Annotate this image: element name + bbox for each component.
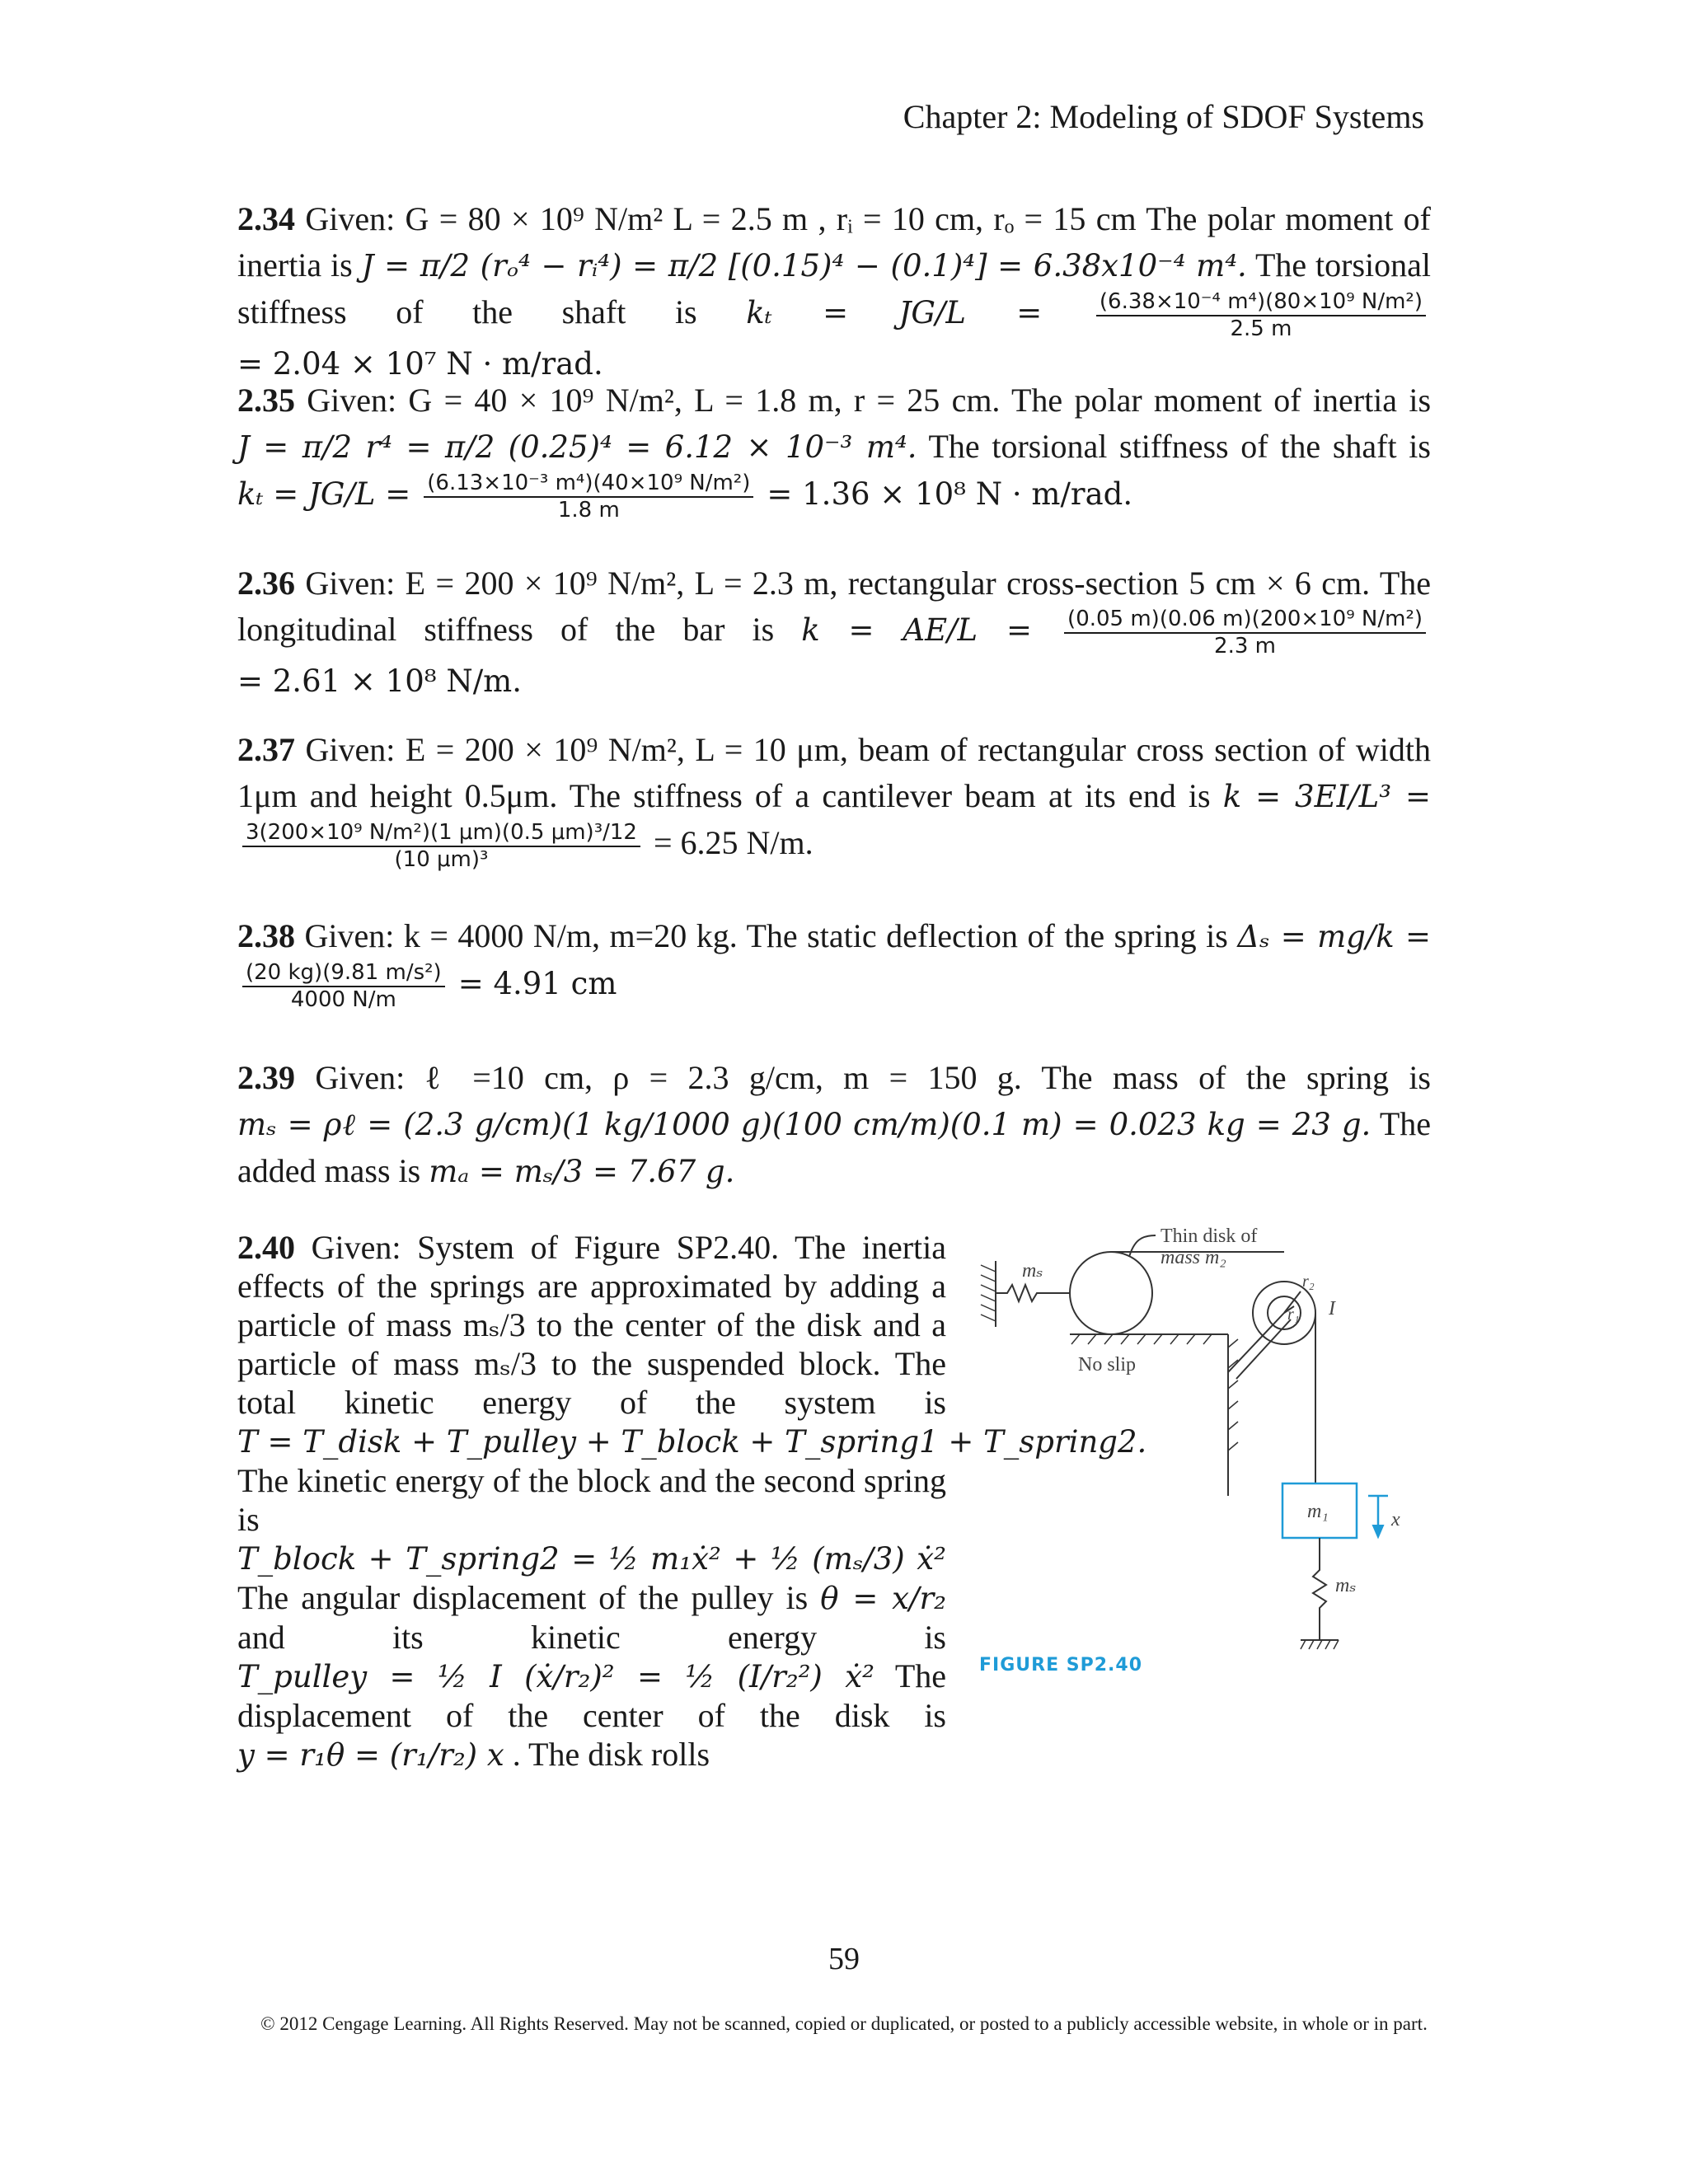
problem-2-37 bbox=[237, 727, 1431, 871]
label-x: x bbox=[1391, 1509, 1400, 1530]
problem-text: Given: E = 200 × 10⁹ N/m², L = 10 μm, beam of rectangular cross section of width 1μm and height 0.5μm. The stiffness of a cantilever beam at its end is bbox=[237, 731, 1431, 814]
problem-text: Given: k = 4000 N/m, m=20 kg. The static deflection of the spring is bbox=[304, 917, 1228, 954]
problem-2-35 bbox=[237, 377, 1431, 522]
equation-result: = 1.36 × 10⁸ N · m/rad. bbox=[767, 476, 1133, 512]
lower-spring bbox=[1313, 1538, 1326, 1640]
equation-disk-displacement: y = r₁θ = (r₁/r₂) x bbox=[237, 1737, 504, 1773]
equation-polar-moment: J = π/2 r⁴ = π/2 (0.25)⁴ = 6.12 × 10⁻³ m⁴. bbox=[237, 429, 917, 465]
equation-polar-moment: J = π/2 (rₒ⁴ − rᵢ⁴) = π/2 [(0.15)⁴ − (0.1)⁴] = 6.38x10⁻⁴ m⁴. bbox=[361, 248, 1247, 284]
left-spring bbox=[996, 1285, 1070, 1301]
equation-theta: θ = x/r₂ bbox=[820, 1581, 947, 1616]
label-ms-left: mₛ bbox=[1022, 1260, 1043, 1282]
fraction: $\frac{\text{3(200×10⁹ N/m²)(1 μm)(0.5 μm)³/12}}{\text{(10 μm)³}}$ bbox=[242, 822, 640, 872]
equation-pulley-ke: T_pulley = ½ I (ẋ/r₂)² = ½ (I/r₂²) ẋ² bbox=[237, 1659, 874, 1694]
label-thin-disk: Thin disk of bbox=[1160, 1226, 1258, 1247]
equation-kt: kₜ = JG/L = bbox=[237, 476, 411, 512]
page-number: 59 bbox=[828, 1942, 860, 1976]
problem-text: and its kinetic energy is bbox=[237, 1619, 946, 1656]
label-r2: r₂ bbox=[1302, 1272, 1315, 1291]
equation-result: = 4.91 cm bbox=[457, 966, 617, 1001]
label-I: I bbox=[1329, 1298, 1335, 1319]
equation-result: = 2.04 × 10⁷ N · m/rad. bbox=[237, 346, 603, 382]
fraction: $\frac{\text{(20 kg)(9.81 m/s²)}}{4000 N/m}$ bbox=[242, 962, 445, 1012]
figure-caption: FIGURE SP2.40 bbox=[979, 1655, 1143, 1675]
problem-number: 2.40 bbox=[237, 1229, 295, 1266]
problem-text: The kinetic energy of the block and the second spring is bbox=[237, 1462, 946, 1538]
equation-deflection: Δₛ = mg/k = bbox=[1237, 919, 1431, 954]
figure-sp2-40 bbox=[973, 1224, 1401, 1685]
problem-text: The torsional stiffness of the shaft is bbox=[928, 428, 1431, 465]
label-ms-bottom: mₛ bbox=[1335, 1575, 1357, 1596]
equation-kt: kₜ = JG/L = bbox=[746, 295, 1043, 330]
label-m1: m₁ bbox=[1307, 1501, 1329, 1522]
problem-2-39 bbox=[237, 1055, 1431, 1195]
problem-number: 2.37 bbox=[237, 731, 295, 768]
equation-total-ke: T = T_disk + T_pulley + T_block + T_spring1 + T_spring2. bbox=[237, 1424, 1147, 1460]
copyright-notice: © 2012 Cengage Learning. All Rights Reserved. May not be scanned, copied or duplicated, or posted to a publicly accessible website, in whole or in part. bbox=[260, 2013, 1428, 2034]
problem-text: The displacement of the center of the disk is bbox=[237, 1657, 946, 1734]
equation-k: k = 3EI/L³ = bbox=[1222, 779, 1431, 814]
problem-text: Given: G = 80 × 10⁹ N/m² L = 2.5 m , rᵢ = 10 cm, rₒ = 15 cm The polar moment of inertia is bbox=[237, 200, 1431, 284]
equation-k: k = AE/L = bbox=[801, 612, 1032, 648]
problem-text: Given: System of Figure SP2.40. The inertia effects of the springs are approximated by adding a particle of mass mₛ/3 to the center of the disk and a particle of mass mₛ/3 to the suspended block. The total kinetic energy of the system is bbox=[237, 1229, 946, 1421]
thin-disk bbox=[1070, 1252, 1152, 1334]
problem-number: 2.34 bbox=[237, 200, 295, 237]
problem-2-38 bbox=[237, 913, 1431, 1011]
problem-text: Given: E = 200 × 10⁹ N/m², L = 2.3 m, rectangular cross-section 5 cm × 6 cm. The longitudinal stiffness of the bar is bbox=[237, 565, 1432, 648]
label-disk-mass: mass m₂ bbox=[1160, 1247, 1226, 1268]
problem-number: 2.35 bbox=[237, 382, 295, 419]
equation-block-ke: T_block + T_spring2 = ½ m₁ẋ² + ½ (mₛ/3) ẋ² bbox=[237, 1541, 946, 1577]
equation-added-mass: mₐ = mₛ/3 = 7.67 g. bbox=[429, 1154, 735, 1189]
problem-2-34 bbox=[237, 196, 1431, 387]
problem-text: The torsional stiffness of the shaft is bbox=[237, 246, 1432, 330]
equation-result: = 6.25 N/m. bbox=[653, 824, 814, 861]
problem-text: Given: ℓ =10 cm, ρ = 2.3 g/cm, m = 150 g. The mass of the spring is bbox=[315, 1059, 1431, 1096]
label-r1: r₁ bbox=[1287, 1305, 1300, 1324]
problem-text: . The disk rolls bbox=[512, 1736, 710, 1773]
problem-number: 2.36 bbox=[237, 565, 295, 602]
problem-text: The added mass is bbox=[237, 1105, 1432, 1189]
fraction: $\frac{\text{(6.38×10⁻⁴ m⁴)(80×10⁹ N/m²)}}{2.5 m}$ bbox=[1096, 291, 1426, 341]
problem-2-36 bbox=[237, 560, 1431, 705]
problem-number: 2.39 bbox=[237, 1059, 295, 1096]
label-no-slip: No slip bbox=[1078, 1354, 1137, 1376]
problem-number: 2.38 bbox=[237, 917, 295, 954]
problem-text: Given: G = 40 × 10⁹ N/m², L = 1.8 m, r = 25 cm. The polar moment of inertia is bbox=[307, 382, 1432, 419]
problem-text: The angular displacement of the pulley is bbox=[237, 1579, 809, 1616]
fraction: $\frac{\text{(0.05 m)(0.06 m)(200×10⁹ N/m²)}}{2.3 m}$ bbox=[1064, 608, 1426, 658]
page-header: Chapter 2: Modeling of SDOF Systems bbox=[903, 98, 1424, 135]
fraction: $\frac{\text{(6.13×10⁻³ m⁴)(40×10⁹ N/m²)}}{1.8 m}$ bbox=[424, 472, 753, 523]
equation-spring-mass: mₛ = ρℓ = (2.3 g/cm)(1 kg/1000 g)(100 cm/m)(0.1 m) = 0.023 kg = 23 g. bbox=[237, 1107, 1372, 1142]
equation-result: = 2.61 × 10⁸ N/m. bbox=[237, 663, 523, 700]
